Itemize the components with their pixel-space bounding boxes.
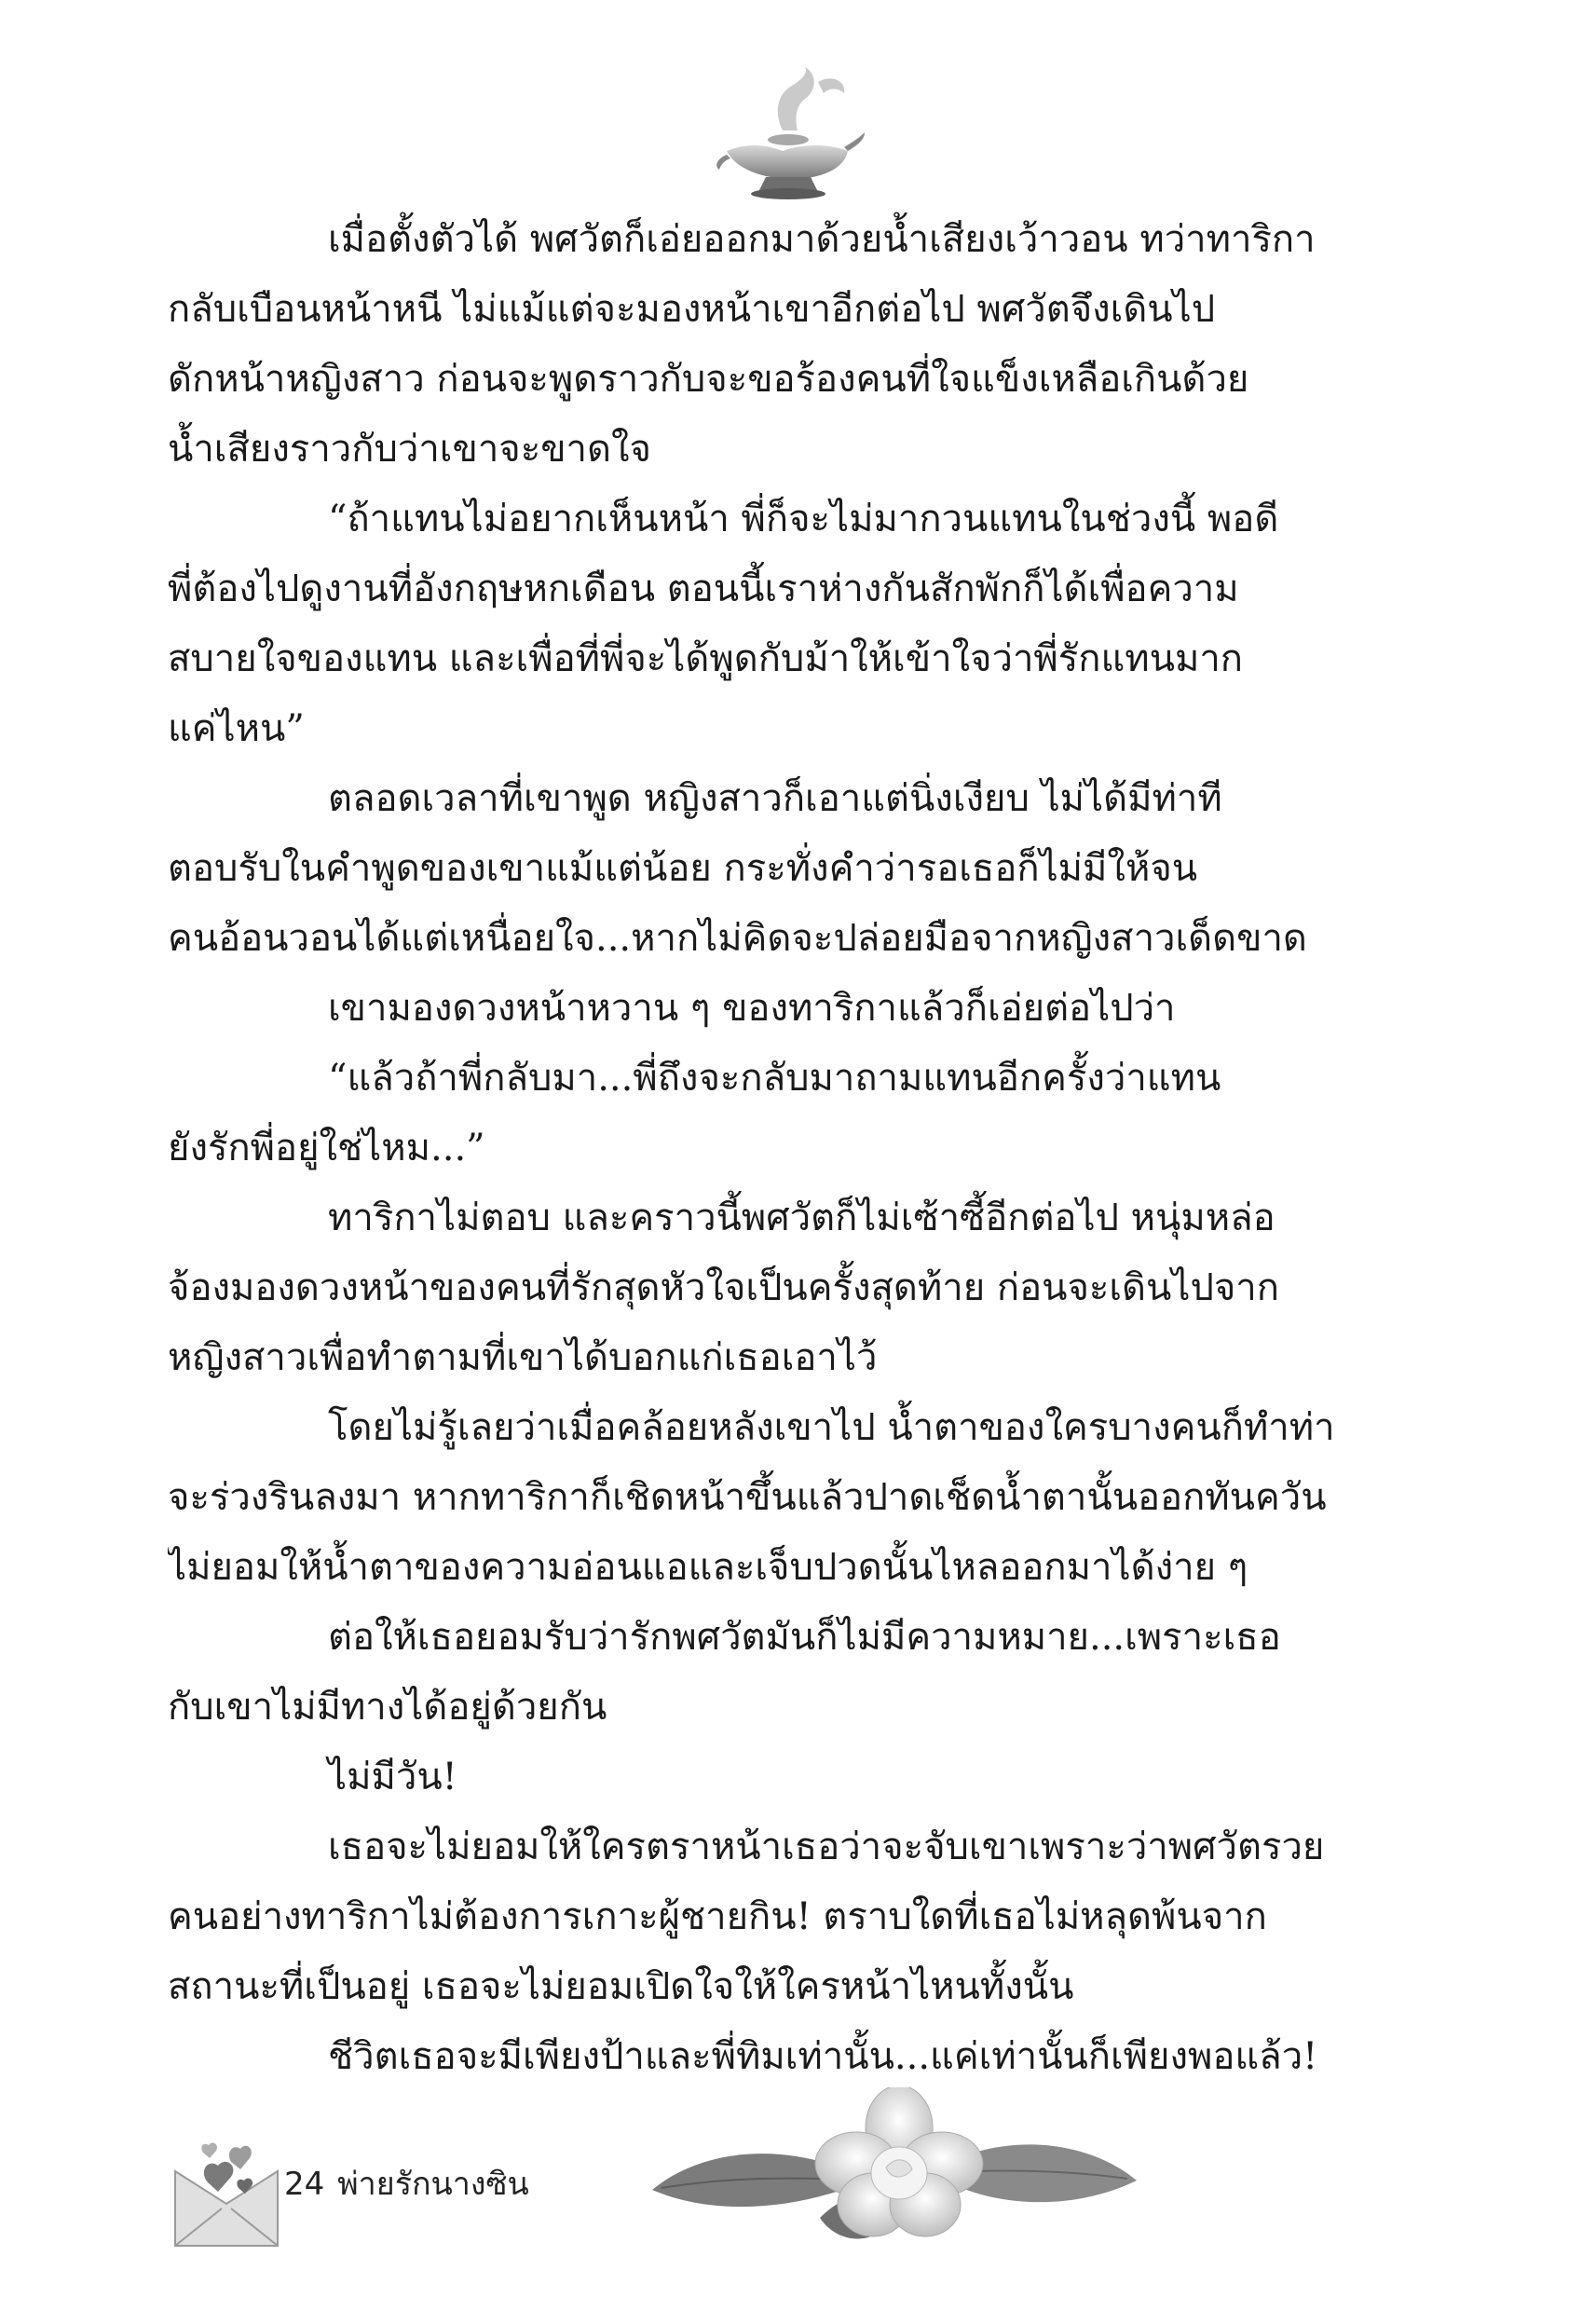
- gardenia-flower-icon: [634, 2087, 1155, 2264]
- book-title: พ่ายรักนางซิน: [337, 2166, 529, 2203]
- text-line: ไม่มีวัน!: [328, 1756, 457, 1798]
- text-line: ดักหน้าหญิงสาว ก่อนจะพูดราวกับจะขอร้องคนที่ใจแข็งเหลือเกินด้วย: [168, 358, 1249, 401]
- envelope-hearts-icon: [157, 2115, 296, 2255]
- text-line: หญิงสาวเพื่อทำตามที่เขาได้บอกแก่เธอเอาไว้: [168, 1336, 878, 1379]
- text-line: ทาริกาไม่ตอบ และคราวนี้พศวัตก็ไม่เซ้าซี้อีกต่อไป หนุ่มหล่อ: [328, 1197, 1275, 1239]
- page-footer: [284, 2158, 529, 2208]
- text-line: สบายใจของแทน และเพื่อที่พี่จะได้พูดกับม้าให้เข้าใจว่าพี่รักแทนมาก: [168, 637, 1244, 680]
- page-number: 24: [284, 2166, 325, 2203]
- text-line: ยังรักพี่อยู่ใช่ไหม...”: [168, 1127, 485, 1169]
- text-line: เธอจะไม่ยอมให้ใครตราหน้าเธอว่าจะจับเขาเพราะว่าพศวัตรวย: [328, 1826, 1325, 1868]
- text-line: กลับเบือนหน้าหนี ไม่แม้แต่จะมองหน้าเขาอีกต่อไป พศวัตจึงเดินไป: [168, 288, 1216, 331]
- text-line: สถานะที่เป็นอยู่ เธอจะไม่ยอมเปิดใจให้ใครหน้าไหนทั้งนั้น: [168, 1965, 1074, 2008]
- text-line: พี่ต้องไปดูงานที่อังกฤษหกเดือน ตอนนี้เราห่างกันสักพักก็ได้เพื่อความ: [168, 567, 1239, 610]
- text-line: จ้องมองดวงหน้าของคนที่รักสุดหัวใจเป็นครั้งสุดท้าย ก่อนจะเดินไปจาก: [168, 1266, 1279, 1309]
- text-line: “ถ้าแทนไม่อยากเห็นหน้า พี่ก็จะไม่มากวนแทนในช่วงนี้ พอดี: [328, 498, 1279, 540]
- text-line: เมื่อตั้งตัวได้ พศวัตก็เอ่ยออกมาด้วยน้ำเสียงเว้าวอน ทว่าทาริกา: [328, 218, 1316, 261]
- text-line: กับเขาไม่มีทางได้อยู่ด้วยกัน: [168, 1686, 607, 1729]
- text-line: ตอบรับในคำพูดของเขาแม้แต่น้อย กระทั่งคำว่ารอเธอก็ไม่มีให้จน: [168, 847, 1198, 890]
- text-line: “แล้วถ้าพี่กลับมา...พี่ถึงจะกลับมาถามแทนอีกครั้งว่าแทน: [328, 1057, 1221, 1100]
- text-line: โดยไม่รู้เลยว่าเมื่อคล้อยหลังเขาไป น้ำตาของใครบางคนก็ทำท่า: [328, 1406, 1335, 1449]
- text-line: ชีวิตเธอจะมีเพียงป้าและพี่ทิมเท่านั้น...แค่เท่านั้นก็เพียงพอแล้ว!: [328, 2035, 1318, 2078]
- text-line: เขามองดวงหน้าหวาน ๆ ของทาริกาแล้วก็เอ่ยต่อไปว่า: [328, 987, 1176, 1030]
- text-line: แค่ไหน”: [168, 707, 305, 750]
- genie-lamp-icon: [708, 65, 866, 205]
- text-line: คนอ้อนวอนได้แต่เหนื่อยใจ...หากไม่คิดจะปล่อยมือจากหญิงสาวเด็ดขาด: [168, 917, 1307, 960]
- page-body: [168, 205, 1416, 2092]
- text-line: ต่อให้เธอยอมรับว่ารักพศวัตมันก็ไม่มีความหมาย...เพราะเธอ: [328, 1616, 1281, 1659]
- text-line: ตลอดเวลาที่เขาพูด หญิงสาวก็เอาแต่นิ่งเงียบ ไม่ได้มีท่าที: [328, 777, 1222, 820]
- text-line: คนอย่างทาริกาไม่ต้องการเกาะผู้ชายกิน! ตราบใดที่เธอไม่หลุดพ้นจาก: [168, 1895, 1267, 1938]
- text-line: ไม่ยอมให้น้ำตาของความอ่อนแอและเจ็บปวดนั้นไหลออกมาได้ง่าย ๆ: [168, 1546, 1248, 1589]
- text-line: น้ำเสียงราวกับว่าเขาจะขาดใจ: [168, 428, 651, 471]
- text-line: จะร่วงรินลงมา หากทาริกาก็เชิดหน้าขึ้นแล้วปาดเช็ดน้ำตานั้นออกทันควัน: [168, 1476, 1327, 1519]
